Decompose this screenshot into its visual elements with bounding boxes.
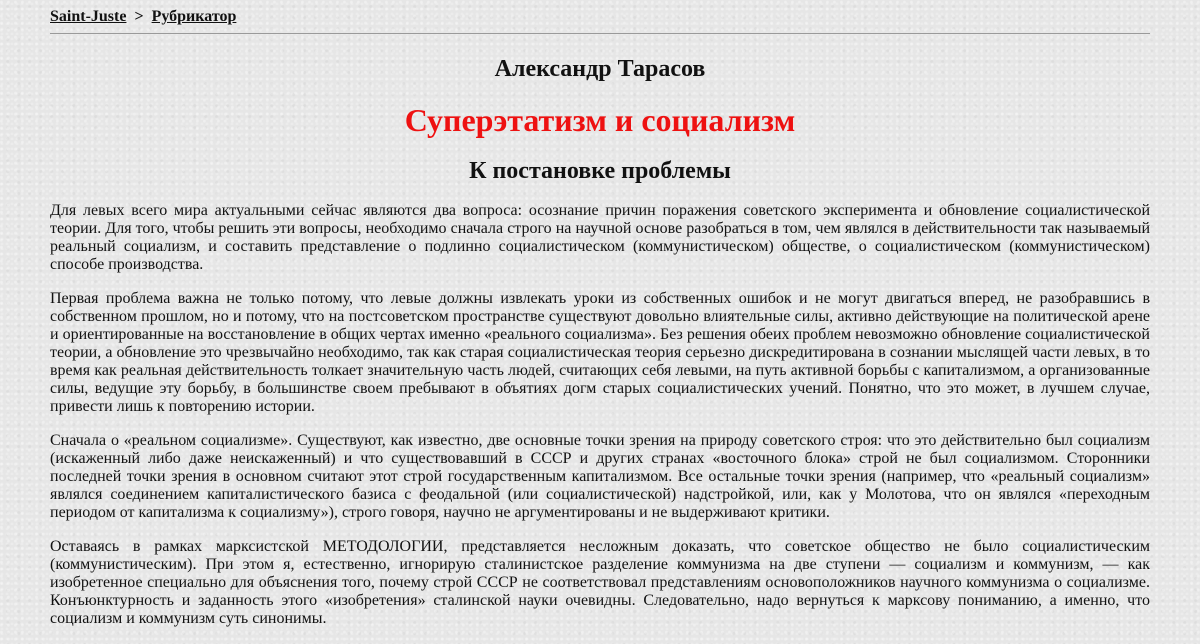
article-paragraph: Оставаясь в рамках марксистской МЕТОДОЛОГИИ, представляется несложным доказать, что советское общество не было социалистическим (коммунистическим). При этом я, естественно, игнорирую сталинистское разделение коммунизма на две ступени — социализм и коммунизм, — как изобретенное специально для объяснения того, почему строй СССР не соответствовал представлениям основоположников научного коммунизма о социализме. Конъюнктурность и заданность этого «изобретения» сталинской науки очевидны. Следовательно, надо вернуться к марксову пониманию, а именно, что социализм и коммунизм суть синонимы.	[50, 538, 1150, 627]
article-title: Суперэтатизм и социализм	[404, 102, 796, 138]
article-body	[50, 202, 1150, 628]
breadcrumb-section-link[interactable]: Рубрикатор	[151, 8, 237, 25]
page	[50, 0, 1150, 644]
article-paragraph: Сначала о «реальном социализме». Существуют, как известно, две основные точки зрения на природу советского строя: что это действительно был социализм (искаженный либо даже неискаженный) и что существовавший в СССР и других странах «восточного блока» строй не был социализмом. Сторонники последней точки зрения в основном считают этот строй государственным капитализмом. Все остальные точки зрения (например, что «реальный социализм» являлся соединением капиталистического базиса с феодальной (или социалистической) надстройкой, или, как у Молотова, что он являлся «переходным периодом от капитализма к социализму»), строго говоря, научно не аргументированы и не выдерживают критики.	[50, 432, 1150, 521]
article-subtitle: К постановке проблемы	[469, 158, 731, 184]
article-paragraph: Для левых всего мира актуальными сейчас являются два вопроса: осознание причин поражения советского эксперимента и обновление социалистической теории. Для того, чтобы решить эти вопросы, необходимо сначала строго на научной основе разобраться в том, чем являлся в действительности так называемый реальный социализм, и составить представление о подлинно социалистическом (коммунистическом) обществе, о социалистическом (коммунистическом) способе производства.	[50, 202, 1150, 273]
header-divider	[50, 33, 1150, 34]
article-paragraph: Первая проблема важна не только потому, что левые должны извлекать уроки из собственных ошибок и не могут двигаться вперед, не разобравшись в собственном прошлом, но и потому, что на постсоветском пространстве существуют довольно влиятельные силы, активно действующие на политической арене и ориентированные на восстановление в общих чертах именно «реального социализма». Без решения обеих проблем невозможно обновление социалистической теории, а обновление это чрезвычайно необходимо, так как старая социалистическая теория серьезно дискредитирована в сознании мыслящей части левых, в то время как реальная действительность толкает значительную часть людей, считающих себя левыми, на путь активной борьбы с капитализмом, а организованные силы, ведущие эту борьбу, в большинстве своем пребывают в объятиях догм старых социалистических учений. Понятно, что это может, в лучшем случае, привести лишь к повторению истории.	[50, 290, 1150, 415]
breadcrumb-home-link[interactable]: Saint-Juste	[50, 8, 127, 25]
breadcrumb	[50, 0, 1150, 27]
breadcrumb-separator: >	[134, 8, 144, 25]
article-author: Александр Тарасов	[494, 56, 706, 82]
